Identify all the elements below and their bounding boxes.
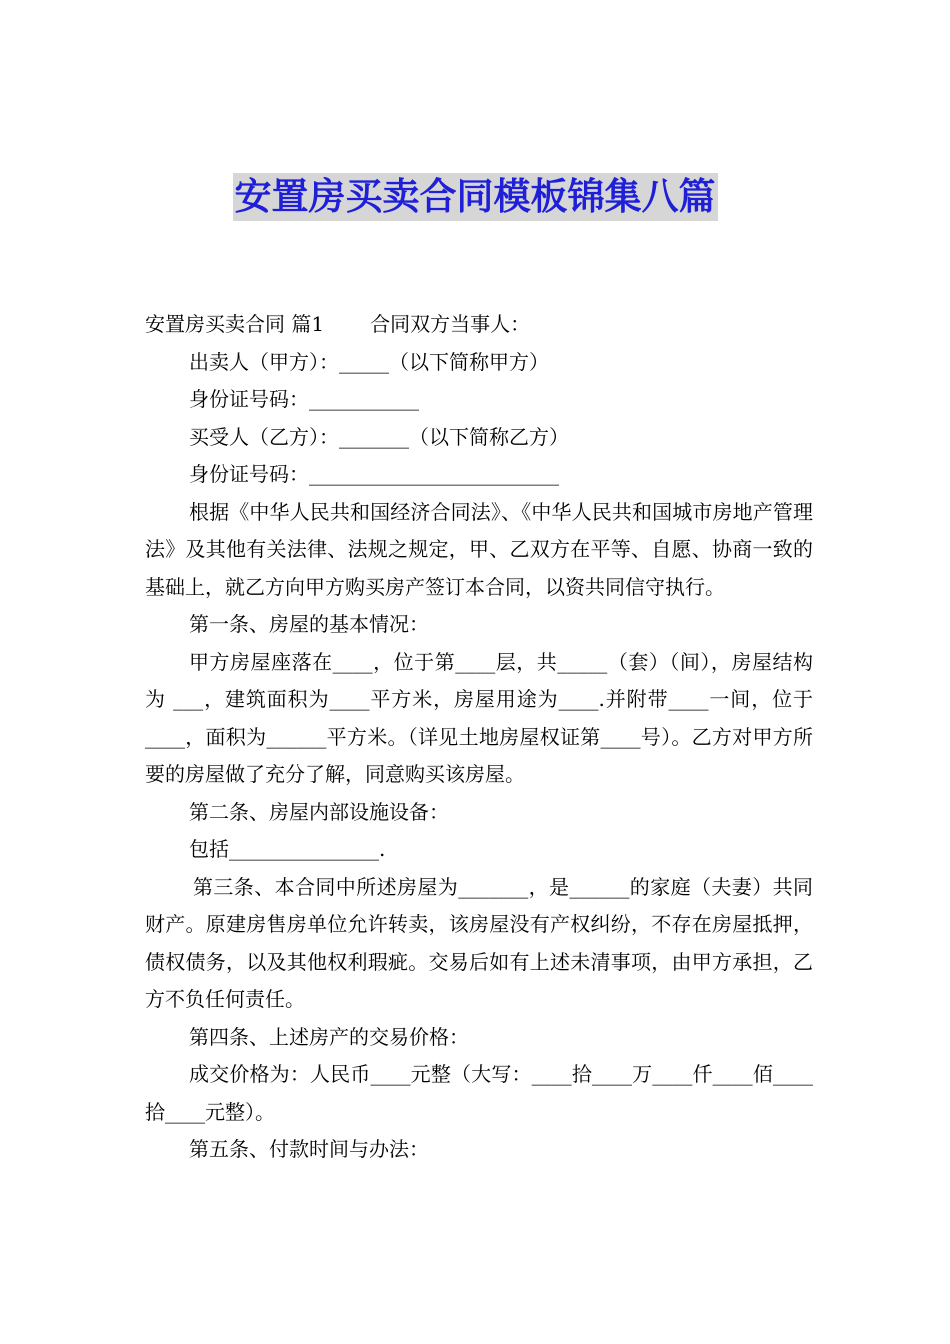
article1-paragraph: 甲方房屋座落在____，位于第____层，共_____（套）（间），房屋结构为 ___，建筑面积为____平方米，房屋用途为____.并附带____一间，位于____，面积为______平方米。（详见土地房屋权证第____号）。乙方对甲方所要的房屋做了充分了解，同意购买该房屋。	[145, 649, 813, 786]
contract-body	[145, 306, 813, 1169]
seller-line: 出卖人（甲方）：_____（以下简称甲方）	[189, 349, 549, 374]
article1-title: 第一条、房屋的基本情况：	[189, 612, 429, 636]
seller-id-line: 身份证号码：___________	[189, 387, 419, 411]
buyer-line: 买受人（乙方）：_______（以下简称乙方）	[189, 424, 569, 449]
article4-paragraph: 成交价格为：人民币____元整（大写：____拾____万____仟____佰____拾____元整）。	[145, 1062, 813, 1124]
parties-label: 合同双方当事人：	[370, 312, 531, 336]
document-title-text: 安置房买卖合同模板锦集八篇	[233, 173, 718, 221]
buyer-id-line: 身份证号码：_________________________	[189, 462, 559, 486]
document-title	[0, 173, 950, 221]
contract-heading	[145, 306, 813, 344]
article2-paragraph: 包括_______________.	[189, 837, 386, 861]
article3-paragraph: 第三条、本合同中所述房屋为_______，是______的家庭（夫妻）共同财产。原建房售房单位允许转卖，该房屋没有产权纠纷，不存在房屋抵押，债权债务，以及其他权利瑕疵。交易后如有上述未清事项，由甲方承担，乙方不负任何责任。	[145, 874, 813, 1011]
preamble-paragraph: 根据《中华人民共和国经济合同法》、《中华人民共和国城市房地产管理法》及其他有关法律、法规之规定，甲、乙双方在平等、自愿、协商一致的基础上，就乙方向甲方购买房产签订本合同，以资共同信守执行。	[145, 499, 813, 599]
article2-title: 第二条、房屋内部设施设备：	[189, 799, 449, 824]
article4-title: 第四条、上述房产的交易价格：	[189, 1024, 469, 1049]
article5-title: 第五条、付款时间与办法：	[189, 1137, 429, 1161]
contract-name: 安置房买卖合同 篇1	[145, 312, 325, 336]
